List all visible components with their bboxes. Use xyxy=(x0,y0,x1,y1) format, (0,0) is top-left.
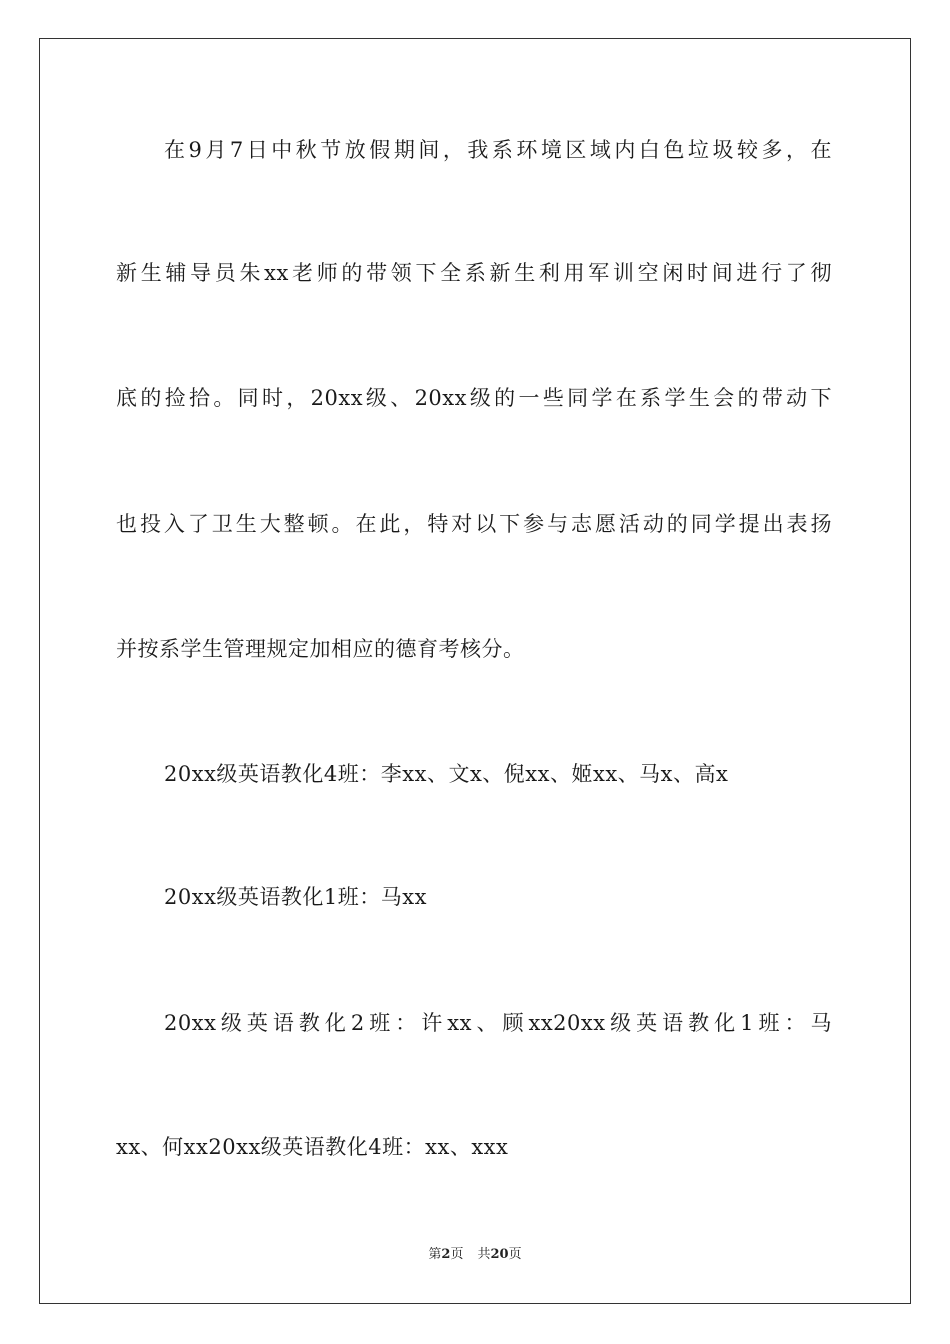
class-list-line-3: 20xx级英语教化2班：许xx、顾xx20xx级英语教化1班：马 xyxy=(164,1011,832,1035)
paragraph-line-3: 底的捡拾。同时，20xx级、20xx级的一些同学在系学生会的带动下 xyxy=(116,386,832,410)
page-footer xyxy=(0,1246,950,1264)
class-list-line-1: 20xx级英语教化4班：李xx、文x、倪xx、姬xx、马x、高x xyxy=(164,762,729,786)
page-number: 2 xyxy=(441,1247,451,1262)
paragraph-line-1: 在9月7日中秋节放假期间，我系环境区域内白色垃圾较多，在 xyxy=(164,138,832,162)
paragraph-line-2: 新生辅导员朱xx老师的带领下全系新生利用军训空闲时间进行了彻 xyxy=(116,261,832,285)
total-prefix: 共 xyxy=(477,1247,491,1262)
page-suffix: 页 xyxy=(450,1247,464,1262)
paragraph-line-4: 也投入了卫生大整顿。在此，特对以下参与志愿活动的同学提出表扬 xyxy=(116,512,832,536)
paragraph-line-5: 并按系学生管理规定加相应的德育考核分。 xyxy=(116,637,525,661)
class-list-line-4: xx、何xx20xx级英语教化4班：xx、xxx xyxy=(116,1135,509,1159)
total-pages: 20 xyxy=(490,1247,509,1262)
page-prefix: 第 xyxy=(428,1247,442,1262)
class-list-line-2: 20xx级英语教化1班：马xx xyxy=(164,885,427,909)
total-suffix: 页 xyxy=(508,1247,522,1262)
page-border xyxy=(39,38,911,1304)
